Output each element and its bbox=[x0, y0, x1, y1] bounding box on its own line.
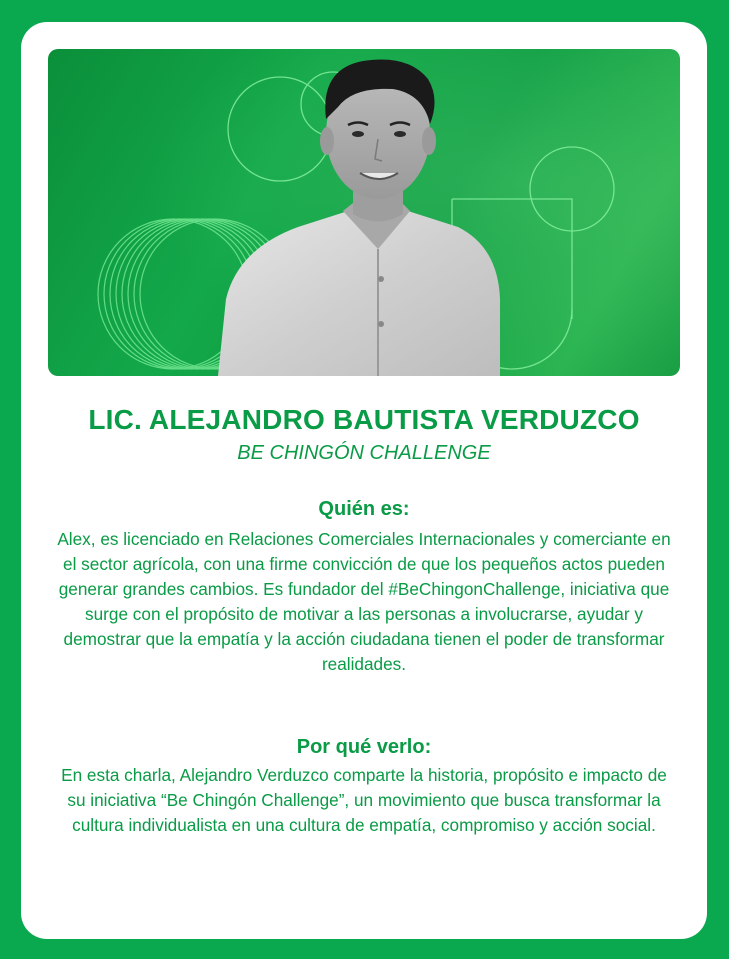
speaker-project: BE CHINGÓN CHALLENGE bbox=[237, 442, 491, 464]
banner-decoration bbox=[48, 49, 680, 376]
speaker-card bbox=[21, 22, 707, 939]
why-text: En esta charla, Alejandro Verduzco comparte la historia, propósito e impacto de su iniciativa “Be Chingón Challenge”, un movimiento que busca transformar la cultura individualista en una cultura de empatía, compromiso y acción social. bbox=[61, 765, 667, 835]
speaker-banner bbox=[48, 49, 680, 376]
why-title: Por qué verlo: bbox=[296, 736, 432, 758]
about-text: Alex, es licenciado en Relaciones Comerciales Internacionales y comerciante en el sector agrícola, con una firme convicción de que los pequeños actos pueden generar grandes cambios. Es fundador del #BeChingonChallenge, iniciativa que surge con el propósito de motivar a las personas a involucrarse, ayudar y demostrar que la empatía y la acción ciudadana tienen el poder de transformar realidades. bbox=[57, 529, 671, 674]
speaker-name: LIC. ALEJANDRO BAUTISTA VERDUZCO bbox=[88, 404, 640, 435]
about-title: Quién es: bbox=[318, 498, 410, 520]
